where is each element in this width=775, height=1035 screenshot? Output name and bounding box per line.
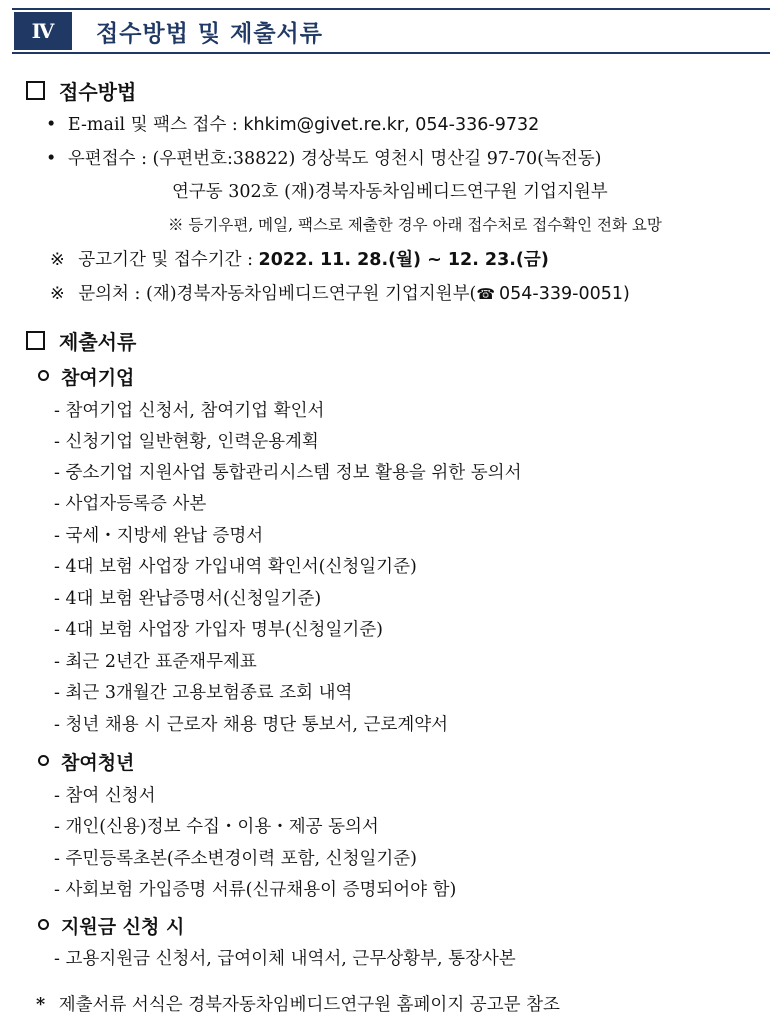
- list-item: - 주민등록초본(주소변경이력 포함, 신청일기준): [54, 849, 418, 869]
- list-item: - 참여 신청서: [54, 786, 156, 806]
- section-title: 접수방법 및 제출서류: [96, 20, 323, 47]
- section-number-badge: Ⅳ: [14, 12, 72, 50]
- period-label: 공고기간 및 접수기간 :: [78, 250, 259, 270]
- email-fax-line: [46, 111, 539, 136]
- submission-heading: [26, 76, 136, 105]
- bullet-icon: •: [46, 149, 57, 169]
- footnote-text: 제출서류 서식은 경북자동차임베디드연구원 홈페이지 공고문 참조: [58, 995, 560, 1015]
- subsidy-heading: [38, 912, 184, 939]
- contact-phone: 054-339-0051): [499, 284, 630, 304]
- list-item: - 신청기업 일반현황, 인력운용계획: [54, 432, 319, 452]
- submission-title: 접수방법: [59, 80, 137, 104]
- documents-heading: [26, 326, 136, 355]
- circle-bullet-icon: [38, 755, 49, 766]
- email-fax-label: E-mail 및 팩스 접수 :: [67, 115, 244, 135]
- list-item: - 고용지원금 신청서, 급여이체 내역서, 근무상황부, 통장사본: [54, 949, 516, 969]
- reference-mark: ※: [50, 250, 65, 270]
- section-header: [12, 8, 770, 54]
- list-item: - 4대 보험 완납증명서(신청일기준): [54, 589, 322, 609]
- checkbox-square-icon: [26, 81, 45, 100]
- youth-title: 참여청년: [61, 752, 135, 774]
- list-item: - 청년 채용 시 근로자 채용 명단 통보서, 근로계약서: [54, 715, 449, 735]
- list-item: - 사업자등록증 사본: [54, 494, 207, 514]
- period-line: [50, 246, 549, 271]
- reference-mark: ※: [50, 284, 65, 304]
- list-item: - 최근 2년간 표준재무제표: [54, 652, 257, 672]
- list-item: - 참여기업 신청서, 참여기업 확인서: [54, 401, 325, 421]
- list-item: - 사회보험 가입증명 서류(신규채용이 증명되어야 함): [54, 880, 457, 900]
- contact-line: [50, 280, 630, 305]
- subsidy-title: 지원금 신청 시: [61, 916, 185, 938]
- asterisk-mark: *: [36, 995, 46, 1015]
- circle-bullet-icon: [38, 370, 49, 381]
- list-item: - 중소기업 지원사업 통합관리시스템 정보 활용을 위한 동의서: [54, 463, 522, 483]
- bullet-icon: •: [46, 115, 57, 135]
- list-item: - 개인(신용)정보 수집・이용・제공 동의서: [54, 817, 379, 837]
- post-address-line2: 연구동 302호 (재)경북자동차임베디드연구원 기업지원부: [172, 182, 608, 202]
- list-item: - 4대 보험 사업장 가입자 명부(신청일기준): [54, 620, 383, 640]
- phone-icon: ☎: [476, 285, 496, 303]
- footnote: [36, 991, 560, 1016]
- contact-label: 문의처 : (재)경북자동차임베디드연구원 기업지원부(: [78, 284, 477, 304]
- list-item: - 4대 보험 사업장 가입내역 확인서(신청일기준): [54, 557, 417, 577]
- post-note: ※ 등기우편, 메일, 팩스로 제출한 경우 아래 접수처로 접수확인 전화 요망: [168, 216, 662, 234]
- email-fax-value: khkim@givet.re.kr, 054-336-9732: [243, 115, 540, 135]
- circle-bullet-icon: [38, 919, 49, 930]
- company-title: 참여기업: [61, 367, 135, 389]
- header-bottom-rule: [12, 52, 770, 54]
- documents-title: 제출서류: [59, 330, 137, 354]
- youth-heading: [38, 748, 134, 775]
- list-item: - 국세・지방세 완납 증명서: [54, 526, 264, 546]
- post-line-1: [46, 145, 602, 170]
- list-item: - 최근 3개월간 고용보험종료 조회 내역: [54, 683, 353, 703]
- post-address-line1: 우편접수 : (우편번호:38822) 경상북도 영천시 명산길 97-70(녹전동): [67, 149, 602, 169]
- company-heading: [38, 363, 134, 390]
- period-value: 2022. 11. 28.(월) ~ 12. 23.(금): [258, 250, 549, 270]
- checkbox-square-icon: [26, 331, 45, 350]
